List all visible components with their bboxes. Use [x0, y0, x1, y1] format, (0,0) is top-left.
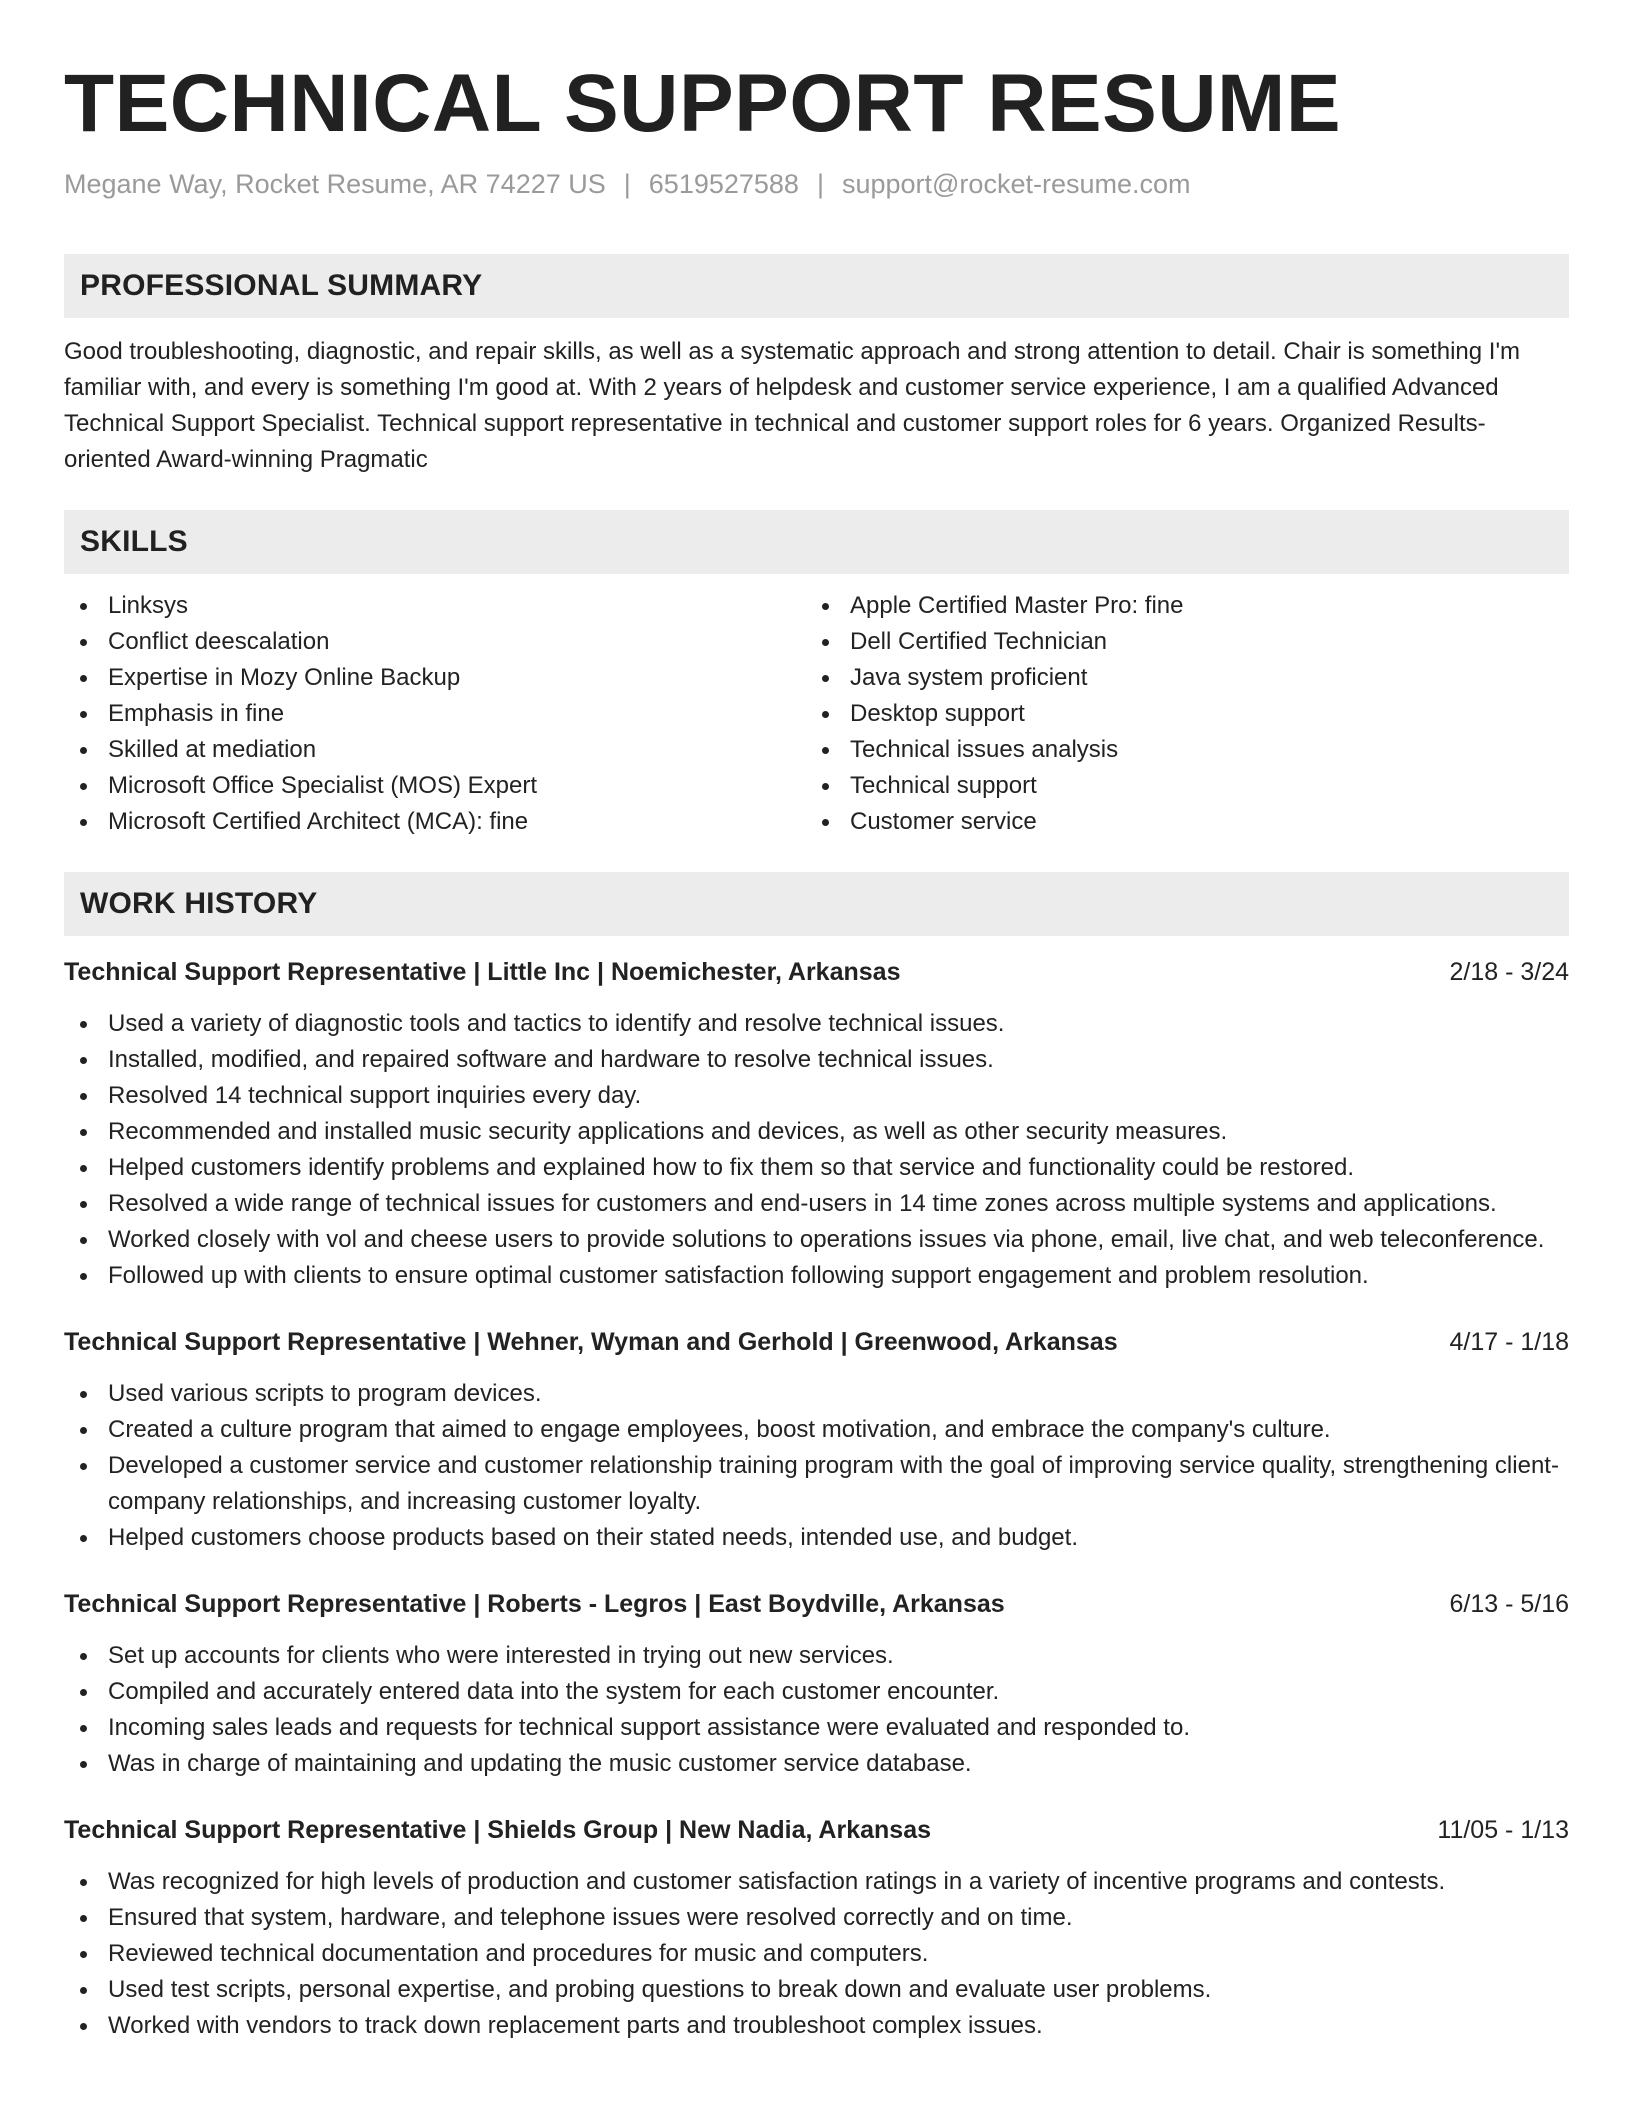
job-bullet: [64, 2008, 1569, 2044]
bullet-dot-icon: [822, 711, 829, 718]
skill-item: [806, 732, 1548, 768]
bullet-dot-icon: [80, 711, 87, 718]
bullet-dot-icon: [80, 603, 87, 610]
bullet-dot-icon: [80, 639, 87, 646]
bullet-dot-icon: [80, 1273, 87, 1280]
skill-label: Java system proficient: [850, 664, 1088, 691]
job-bullet-text: Resolved 14 technical support inquiries every day.: [108, 1082, 642, 1109]
job-header: [64, 1812, 1569, 1848]
job-bullet: [64, 1006, 1569, 1042]
skill-item: [806, 660, 1548, 696]
job-entry: [64, 1586, 1569, 1782]
skill-item: [64, 732, 806, 768]
skill-item: [64, 804, 806, 840]
job-bullets: [64, 1006, 1569, 1294]
section-header-summary: PROFESSIONAL SUMMARY: [64, 254, 1569, 318]
job-bullet: [64, 1746, 1569, 1782]
job-dates: 2/18 - 3/24: [1449, 958, 1569, 986]
bullet-dot-icon: [822, 639, 829, 646]
skill-item: [806, 696, 1548, 732]
skill-label: Emphasis in fine: [108, 700, 285, 727]
bullet-dot-icon: [80, 2023, 87, 2030]
job-bullet: [64, 1150, 1569, 1186]
contact-separator: |: [816, 169, 824, 199]
job-entry: [64, 954, 1569, 1294]
resume-title: TECHNICAL SUPPORT RESUME: [64, 58, 1342, 149]
job-bullet-text: Used various scripts to program devices.: [108, 1380, 542, 1407]
job-bullet: [64, 1710, 1569, 1746]
summary-text: Good troubleshooting, diagnostic, and repair skills, as well as a systematic approach and strong attention to detail. Chair is something I'm familiar with, and every is something I'm good at. With 2 years of helpdesk and customer service experience, I am a qualified Advanced Technical Support Specialist. Technical support representative in technical and customer support roles for 6 years. Organized Results-oriented Award-winning Pragmatic: [64, 338, 1521, 473]
job-bullet: [64, 1448, 1569, 1520]
bullet-dot-icon: [80, 1391, 87, 1398]
skill-label: Customer service: [850, 808, 1037, 835]
bullet-dot-icon: [80, 1535, 87, 1542]
bullet-dot-icon: [80, 1987, 87, 1994]
skill-label: Apple Certified Master Pro: fine: [850, 592, 1184, 619]
job-bullet-text: Used test scripts, personal expertise, and probing questions to break down and evaluate user problems.: [108, 1976, 1212, 2003]
job-bullet-text: Recommended and installed music security applications and devices, as well as other security measures.: [108, 1118, 1228, 1145]
job-bullet: [64, 1412, 1569, 1448]
skills-column-left: [64, 588, 806, 840]
section-header-skills: SKILLS: [64, 510, 1569, 574]
bullet-dot-icon: [822, 603, 829, 610]
job-title: Technical Support Representative | Little Inc | Noemichester, Arkansas: [64, 958, 901, 986]
skill-label: Technical issues analysis: [850, 736, 1119, 763]
job-bullet: [64, 1222, 1569, 1258]
skill-item: [64, 588, 806, 624]
skill-label: Conflict deescalation: [108, 628, 330, 655]
skill-label: Microsoft Certified Architect (MCA): fine: [108, 808, 529, 835]
job-bullet-text: Was recognized for high levels of production and customer satisfaction ratings in a variety of incentive programs and contests.: [108, 1868, 1446, 1895]
bullet-dot-icon: [822, 675, 829, 682]
job-bullet: [64, 1042, 1569, 1078]
skill-label: Skilled at mediation: [108, 736, 317, 763]
bullet-dot-icon: [80, 1951, 87, 1958]
contact-line: [64, 166, 1569, 202]
bullet-dot-icon: [80, 1653, 87, 1660]
skill-item: [64, 624, 806, 660]
job-bullet: [64, 1864, 1569, 1900]
bullet-dot-icon: [80, 1725, 87, 1732]
job-header: [64, 1586, 1569, 1622]
skill-item: [806, 804, 1548, 840]
job-bullet-text: Helped customers identify problems and explained how to fix them so that service and functionality could be restored.: [108, 1154, 1355, 1181]
job-bullet: [64, 1936, 1569, 1972]
skill-label: Dell Certified Technician: [850, 628, 1108, 655]
skill-item: [64, 768, 806, 804]
skill-label: Technical support: [850, 772, 1037, 799]
job-title: Technical Support Representative | Shields Group | New Nadia, Arkansas: [64, 1816, 932, 1844]
bullet-dot-icon: [80, 819, 87, 826]
bullet-dot-icon: [80, 1463, 87, 1470]
bullet-dot-icon: [80, 1427, 87, 1434]
job-bullets: [64, 1638, 1569, 1782]
skill-label: Desktop support: [850, 700, 1025, 727]
job-bullet-text: Worked with vendors to track down replacement parts and troubleshoot complex issues.: [108, 2012, 1043, 2039]
job-title: Technical Support Representative | Roberts - Legros | East Boydville, Arkansas: [64, 1590, 1005, 1618]
skill-item: [806, 624, 1548, 660]
job-bullet-text: Was in charge of maintaining and updating the music customer service database.: [108, 1750, 972, 1777]
job-header: [64, 954, 1569, 990]
job-bullet: [64, 1258, 1569, 1294]
job-bullet: [64, 1186, 1569, 1222]
bullet-dot-icon: [80, 1165, 87, 1172]
job-dates: 11/05 - 1/13: [1437, 1816, 1569, 1844]
skill-item: [64, 696, 806, 732]
job-bullet-text: Installed, modified, and repaired software and hardware to resolve technical issues.: [108, 1046, 994, 1073]
bullet-dot-icon: [80, 1879, 87, 1886]
job-bullet: [64, 1520, 1569, 1556]
bullet-dot-icon: [80, 783, 87, 790]
job-title: Technical Support Representative | Wehner, Wyman and Gerhold | Greenwood, Arkansas: [64, 1328, 1118, 1356]
job-bullet-text: Ensured that system, hardware, and telephone issues were resolved correctly and on time.: [108, 1904, 1073, 1931]
job-bullet-text: Created a culture program that aimed to engage employees, boost motivation, and embrace the company's culture.: [108, 1416, 1331, 1443]
job-bullet-text: Used a variety of diagnostic tools and tactics to identify and resolve technical issues.: [108, 1010, 1005, 1037]
job-bullet: [64, 1972, 1569, 2008]
section-header-work-history: WORK HISTORY: [64, 872, 1569, 936]
bullet-dot-icon: [80, 1201, 87, 1208]
job-entry: [64, 1324, 1569, 1556]
job-header: [64, 1324, 1569, 1360]
job-bullet: [64, 1376, 1569, 1412]
skill-item: [64, 660, 806, 696]
bullet-dot-icon: [80, 1021, 87, 1028]
bullet-dot-icon: [80, 1237, 87, 1244]
job-dates: 4/17 - 1/18: [1449, 1328, 1569, 1356]
job-bullet-text: Set up accounts for clients who were interested in trying out new services.: [108, 1642, 894, 1669]
bullet-dot-icon: [80, 1915, 87, 1922]
bullet-dot-icon: [822, 783, 829, 790]
contact-separator: |: [623, 169, 631, 199]
job-dates: 6/13 - 5/16: [1449, 1590, 1569, 1618]
bullet-dot-icon: [80, 1057, 87, 1064]
job-bullet: [64, 1900, 1569, 1936]
skills-column-right: [806, 588, 1548, 840]
skill-label: Expertise in Mozy Online Backup: [108, 664, 461, 691]
bullet-dot-icon: [80, 1093, 87, 1100]
job-bullets: [64, 1376, 1569, 1556]
job-bullet-text: Incoming sales leads and requests for technical support assistance were evaluated and responded to.: [108, 1714, 1190, 1741]
job-bullet-text: Developed a customer service and customer relationship training program with the goal of improving service quality, strengthening client-company relationships, and increasing customer loyalty.: [108, 1452, 1559, 1515]
bullet-dot-icon: [80, 1689, 87, 1696]
job-bullet: [64, 1114, 1569, 1150]
bullet-dot-icon: [80, 1761, 87, 1768]
contact-email: support@rocket-resume.com: [841, 169, 1191, 199]
job-bullet-text: Worked closely with vol and cheese users to provide solutions to operations issues via phone, email, live chat, and web teleconference.: [108, 1226, 1545, 1253]
bullet-dot-icon: [80, 675, 87, 682]
bullet-dot-icon: [80, 1129, 87, 1136]
job-bullet-text: Helped customers choose products based on their stated needs, intended use, and budget.: [108, 1524, 1078, 1551]
skill-item: [806, 588, 1548, 624]
job-bullet: [64, 1078, 1569, 1114]
bullet-dot-icon: [80, 747, 87, 754]
job-bullet-text: Reviewed technical documentation and procedures for music and computers.: [108, 1940, 929, 1967]
contact-address: Megane Way, Rocket Resume, AR 74227 US: [64, 169, 606, 199]
skill-label: Microsoft Office Specialist (MOS) Expert: [108, 772, 537, 799]
skills-grid: [64, 588, 1569, 840]
skill-item: [806, 768, 1548, 804]
job-bullet-text: Followed up with clients to ensure optimal customer satisfaction following support engagement and problem resolution.: [108, 1262, 1369, 1289]
job-bullet: [64, 1638, 1569, 1674]
bullet-dot-icon: [822, 819, 829, 826]
skill-label: Linksys: [108, 592, 189, 619]
bullet-dot-icon: [822, 747, 829, 754]
job-entry: [64, 1812, 1569, 2044]
job-bullets: [64, 1864, 1569, 2044]
contact-phone: 6519527588: [648, 169, 799, 199]
job-bullet-text: Compiled and accurately entered data into the system for each customer encounter.: [108, 1678, 1000, 1705]
job-bullet-text: Resolved a wide range of technical issues for customers and end-users in 14 time zones across multiple systems and applications.: [108, 1190, 1497, 1217]
job-bullet: [64, 1674, 1569, 1710]
